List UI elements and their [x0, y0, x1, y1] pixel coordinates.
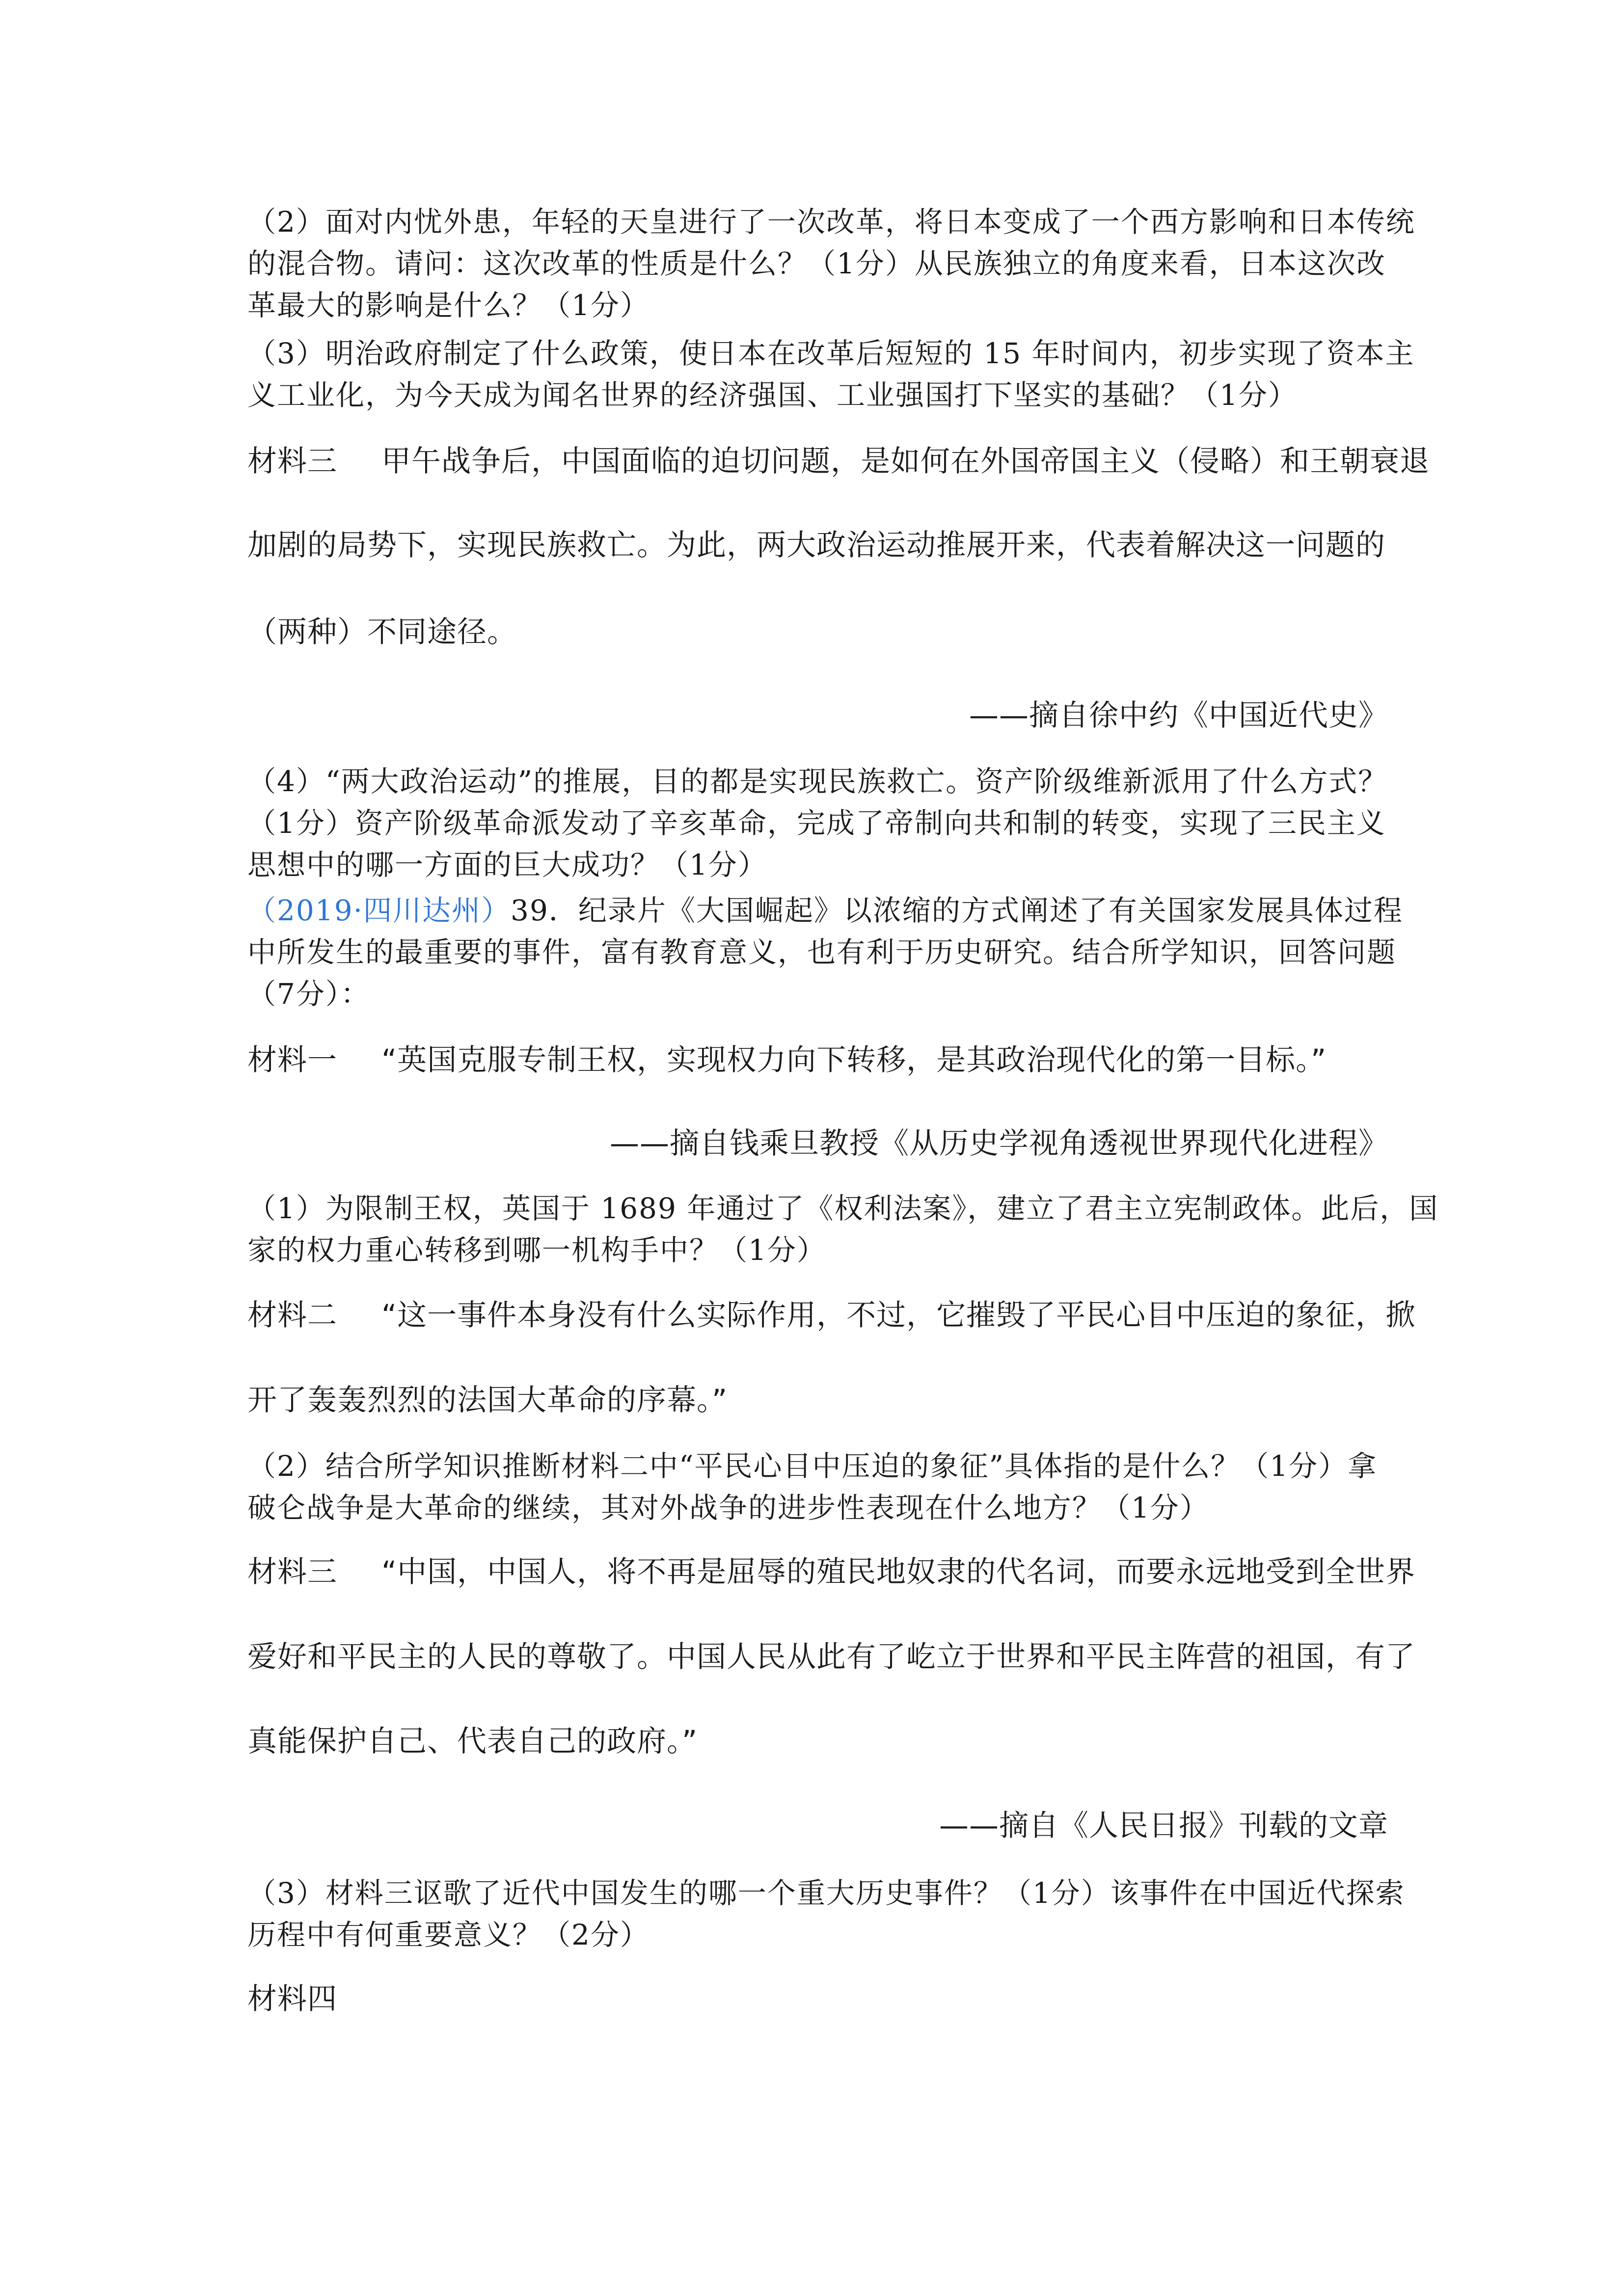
- material-3a-line-1: [247, 438, 1430, 480]
- material-3a-line-3: （两种）不同途径。: [247, 615, 517, 649]
- material-label: 材料一: [247, 1043, 337, 1077]
- material-label: 材料三: [247, 1555, 337, 1589]
- material-label: 材料三: [247, 444, 337, 479]
- material-1-source: ——摘自钱乘旦教授《从历史学视角透视世界现代化进程》: [610, 1126, 1388, 1161]
- question-2-line-2: 的混合物。请问：这次改革的性质是什么？（1分）从民族独立的角度来看，日本这次改: [247, 247, 1386, 280]
- question-39-text: 39．纪录片《大国崛起》以浓缩的方式阐述了有关国家发展具体过程: [511, 894, 1403, 927]
- material-3b-source: ——摘自《人民日报》刊载的文章: [939, 1809, 1388, 1843]
- question-39-line-3: （7分）：: [247, 977, 370, 1011]
- question-39-line-1: [247, 887, 1403, 929]
- material-text: 甲午战争后，中国面临的迫切问题，是如何在外国帝国主义（侵略）和王朝衰退: [381, 444, 1430, 479]
- material-3b-line-1: [247, 1548, 1415, 1591]
- material-3a-source: ——摘自徐中约《中国近代史》: [969, 698, 1388, 733]
- material-text: “中国，中国人，将不再是屈辱的殖民地奴隶的代名词，而要永远地受到全世界: [381, 1555, 1416, 1589]
- part-1-line-1: （1）为限制王权，英国于 1689 年通过了《权利法案》，建立了君主立宪制政体。此后，国: [247, 1192, 1439, 1225]
- material-4-label: 材料四: [247, 1982, 337, 2016]
- question-2-line-1: （2）面对内忧外患，年轻的天皇进行了一次改革，将日本变成了一个西方影响和日本传统: [247, 205, 1415, 239]
- part-2-line-1: （2）结合所学知识推断材料二中“平民心目中压迫的象征”具体指的是什么？（1分）拿: [247, 1449, 1378, 1483]
- material-text: “这一事件本身没有什么实际作用，不过，它摧毁了平民心目中压迫的象征，掀: [381, 1298, 1416, 1333]
- question-3-line-2: 义工业化，为今天成为闻名世界的经济强国、工业强国打下坚实的基础？（1分）: [247, 378, 1298, 412]
- question-4-line-2: （1分）资产阶级革命派发动了辛亥革命，完成了帝制向共和制的转变，实现了三民主义: [247, 806, 1386, 840]
- material-2-line-2: 开了轰轰烈烈的法国大革命的序幕。”: [247, 1383, 728, 1417]
- question-source-link[interactable]: （2019·四川达州）: [247, 894, 511, 927]
- part-3-line-2: 历程中有何重要意义？（2分）: [247, 1918, 650, 1951]
- part-2-line-2: 破仑战争是大革命的继续，其对外战争的进步性表现在什么地方？（1分）: [247, 1491, 1209, 1524]
- question-2-line-3: 革最大的影响是什么？（1分）: [247, 289, 650, 322]
- material-label: 材料二: [247, 1298, 337, 1333]
- material-1-line-1: [247, 1037, 1326, 1079]
- material-2-line-1: [247, 1292, 1415, 1334]
- part-3-line-1: （3）材料三讴歌了近代中国发生的哪一个重大历史事件？（1分）该事件在中国近代探索: [247, 1876, 1405, 1910]
- question-3-line-1: （3）明治政府制定了什么政策，使日本在改革后短短的 15 年时间内，初步实现了资本主: [247, 337, 1415, 370]
- question-39-line-2: 中所发生的最重要的事件，富有教育意义，也有利于历史研究。结合所学知识，回答问题: [247, 935, 1397, 969]
- question-4-line-3: 思想中的哪一方面的巨大成功？（1分）: [247, 848, 767, 881]
- material-3b-line-2: 爱好和平民主的人民的尊敬了。中国人民从此有了屹立于世界和平民主阵营的祖国，有了: [247, 1640, 1415, 1674]
- material-text: “英国克服专制王权，实现权力向下转移，是其政治现代化的第一目标。”: [381, 1043, 1327, 1077]
- part-1-line-2: 家的权力重心转移到哪一机构手中？（1分）: [247, 1233, 826, 1267]
- material-3b-line-3: 真能保护自己、代表自己的政府。”: [247, 1724, 698, 1759]
- material-3a-line-2: 加剧的局势下，实现民族救亡。为此，两大政治运动推展开来，代表着解决这一问题的: [247, 528, 1385, 562]
- question-4-line-1: （4）“两大政治运动”的推展，目的都是实现民族救亡。资产阶级维新派用了什么方式？: [247, 765, 1388, 798]
